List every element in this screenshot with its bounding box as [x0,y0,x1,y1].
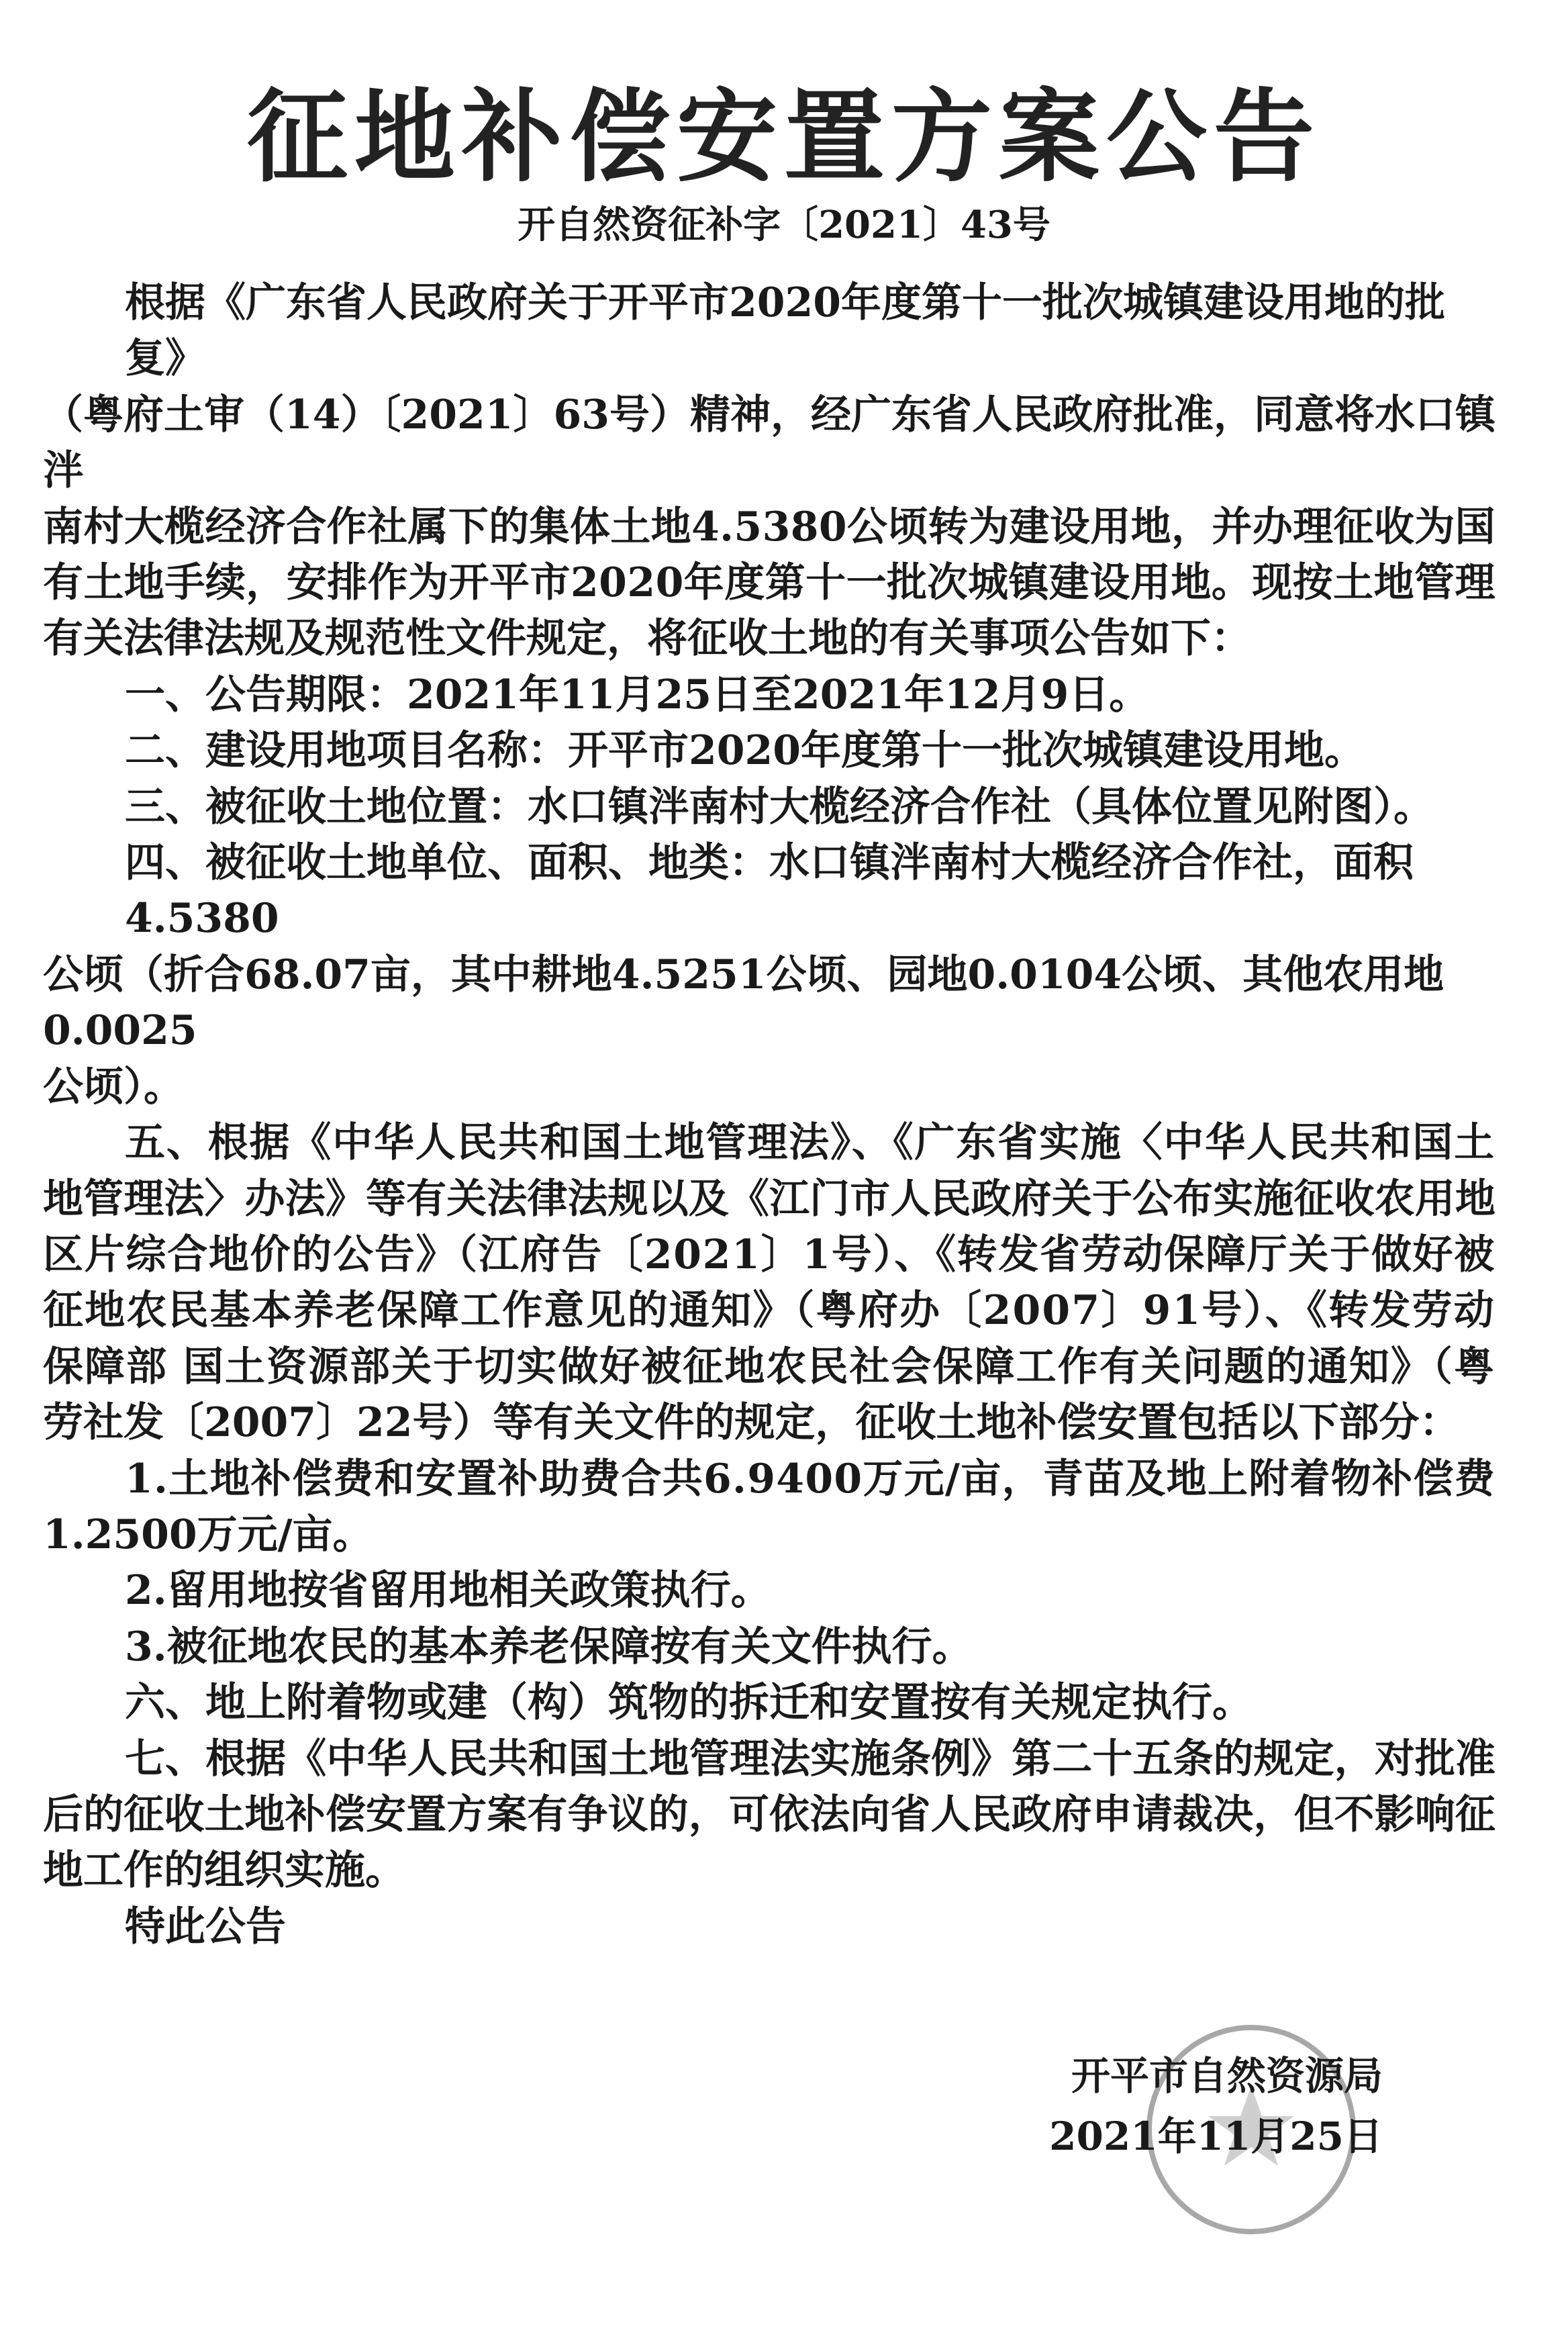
body-line: 2.留用地按省留用地相关政策执行。 [125,1567,771,1615]
page-title: 征地补偿安置方案公告 [246,79,1321,196]
signature-block [43,2049,1497,2331]
body-line: 区片综合地价的公告》（江府告〔2021〕1号）、《转发省劳动保障厅关于做好被 [43,1231,1496,1278]
body-line: 1.土地补偿费和安置补助费合共6.9400万元/亩，青苗及地上附着物补偿费 [125,1455,1496,1503]
body-line: 二、建设用地项目名称：开平市2020年度第十一批次城镇建设用地。 [125,727,1365,775]
body-line: 后的征收土地补偿安置方案有争议的，可依法向省人民政府申请裁决，但不影响征 [43,1791,1496,1838]
body-line: 地管理法〉办法》等有关法律法规以及《江门市人民政府关于公布实施征收农用地 [43,1175,1496,1223]
issuer-name: 开平市自然资源局 [1071,2053,1383,2099]
body-line: 特此公告 [125,1903,286,1950]
body-line: 公顷）。 [43,1063,184,1110]
body-line: 七、根据《中华人民共和国土地管理法实施条例》第二十五条的规定，对批准 [125,1735,1496,1782]
body-line: 1.2500万元/亩。 [43,1511,373,1558]
body-line: 四、被征收土地单位、面积、地类：水口镇泮南村大榄经济合作社，面积4.5380 [125,839,1414,943]
body-line: （粤府土审（14）〔2021〕63号）精神，经广东省人民政府批准，同意将水口镇泮 [43,391,1496,495]
document-number: 开自然资征补字〔2021〕43号 [518,203,1050,247]
notice-body [43,275,1497,1955]
body-line: 劳社发〔2007〕22号）等有关文件的规定，征收土地补偿安置包括以下部分： [43,1399,1460,1447]
body-line: 根据《广东省人民政府关于开平市2020年度第十一批次城镇建设用地的批复》 [125,279,1445,383]
notice-content [43,275,1497,2331]
body-line: 一、公告期限：2021年11月25日至2021年12月9日。 [125,671,1150,718]
body-line: 地工作的组织实施。 [43,1847,405,1895]
body-line: 五、根据《中华人民共和国土地管理法》、《广东省实施〈中华人民共和国土 [125,1119,1496,1167]
body-line: 3.被征地农民的基本养老保障按有关文件执行。 [125,1623,973,1670]
body-line: 征地农民基本养老保障工作意见的通知》（粤府办〔2007〕91号）、《转发劳动 [43,1287,1496,1335]
body-line: 公顷（折合68.07亩，其中耕地4.5251公顷、园地0.0104公顷、其他农用地0.0025 [43,951,1444,1055]
body-line: 保障部 国土资源部关于切实做好被征地农民社会保障工作有关问题的通知》（粤 [43,1343,1496,1390]
issue-date: 2021年11月25日 [1049,2113,1383,2160]
body-line: 三、被征收土地位置：水口镇泮南村大榄经济合作社（具体位置见附图）。 [125,783,1434,830]
body-line: 有土地手续，安排作为开平市2020年度第十一批次城镇建设用地。现按土地管理 [43,559,1496,607]
body-line: 有关法律法规及规范性文件规定，将征收土地的有关事项公告如下： [43,615,1251,663]
body-line: 南村大榄经济合作社属下的集体土地4.5380公顷转为建设用地，并办理征收为国 [43,503,1496,551]
body-line: 六、地上附着物或建（构）筑物的拆迁和安置按有关规定执行。 [125,1679,1253,1727]
